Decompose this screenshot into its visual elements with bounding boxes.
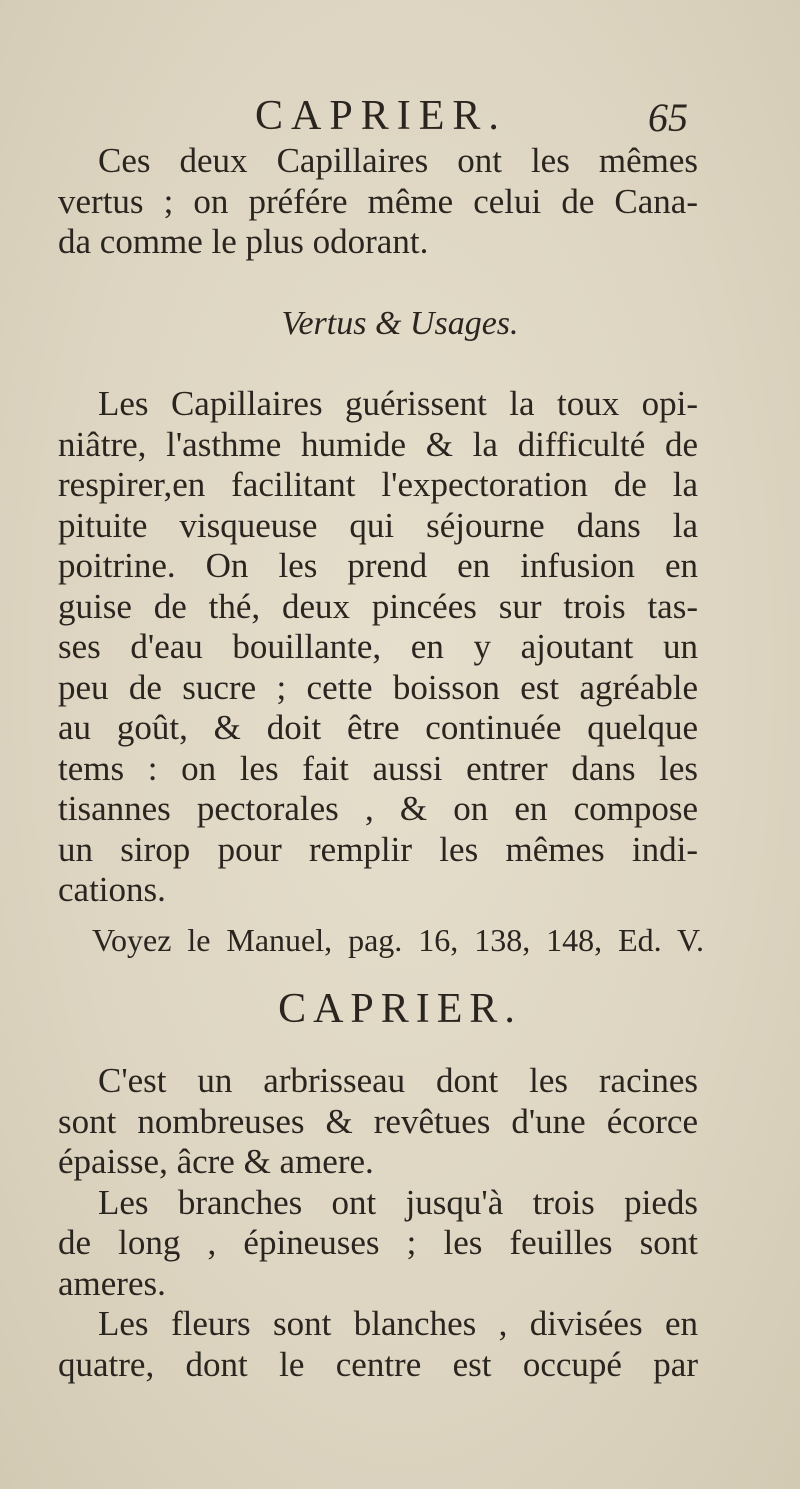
running-title: CAPRIER. xyxy=(255,93,507,139)
text-line: niâtre, l'asthme humide & la difficulté de xyxy=(58,424,698,464)
section-title: CAPRIER. xyxy=(278,986,522,1032)
subheading: Vertus & Usages. xyxy=(281,305,519,342)
text-line: respirer,en facilitant l'expectoration de la xyxy=(58,465,698,504)
page-number: 65 xyxy=(648,95,688,140)
paragraph-capillaires xyxy=(58,141,698,263)
text-line: da comme le plus odorant. xyxy=(58,222,429,261)
text-line: quatre, dont le centre est occupé par xyxy=(58,1344,698,1384)
manual-reference: Voyez le Manuel, pag. 16, 138, 148, Ed. V. xyxy=(92,922,704,958)
text-line: ses d'eau bouillante, en y ajoutant un xyxy=(58,627,698,666)
paragraph-vertus xyxy=(58,384,698,911)
text-line: Les branches ont jusqu'à trois pieds xyxy=(98,1182,698,1222)
text-line: Ces deux Capillaires ont les mêmes xyxy=(98,141,698,180)
text-line: un sirop pour remplir les mêmes indi- xyxy=(58,829,698,869)
text-line: Les fleurs sont blanches , divisées en xyxy=(98,1304,698,1343)
text-line: vertus ; on préfére même celui de Cana- xyxy=(58,181,698,221)
page-header xyxy=(0,92,800,142)
text-line: ameres. xyxy=(58,1263,166,1303)
text-line: pituite visqueuse qui séjourne dans la xyxy=(58,505,698,545)
text-line: au goût, & doit être continuée quelque xyxy=(58,708,698,747)
text-line: peu de sucre ; cette boisson est agréable xyxy=(58,667,698,707)
text-line: poitrine. On les prend en infusion en xyxy=(58,546,698,585)
text-line: épaisse, âcre & amere. xyxy=(58,1142,374,1181)
text-line: Les Capillaires guérissent la toux opi- xyxy=(98,384,698,423)
text-line: tems : on les fait aussi entrer dans les xyxy=(58,748,698,788)
text-line: C'est un arbrisseau dont les racines xyxy=(98,1061,698,1100)
text-line: cations. xyxy=(58,870,166,909)
text-line: tisannes pectorales , & on en compose xyxy=(58,789,698,828)
text-line: sont nombreuses & revêtues d'une écorce xyxy=(58,1101,698,1141)
text-line: de long , épineuses ; les feuilles sont xyxy=(58,1223,698,1262)
paragraph-caprier xyxy=(58,1061,698,1385)
text-line: guise de thé, deux pincées sur trois tas- xyxy=(58,586,698,626)
